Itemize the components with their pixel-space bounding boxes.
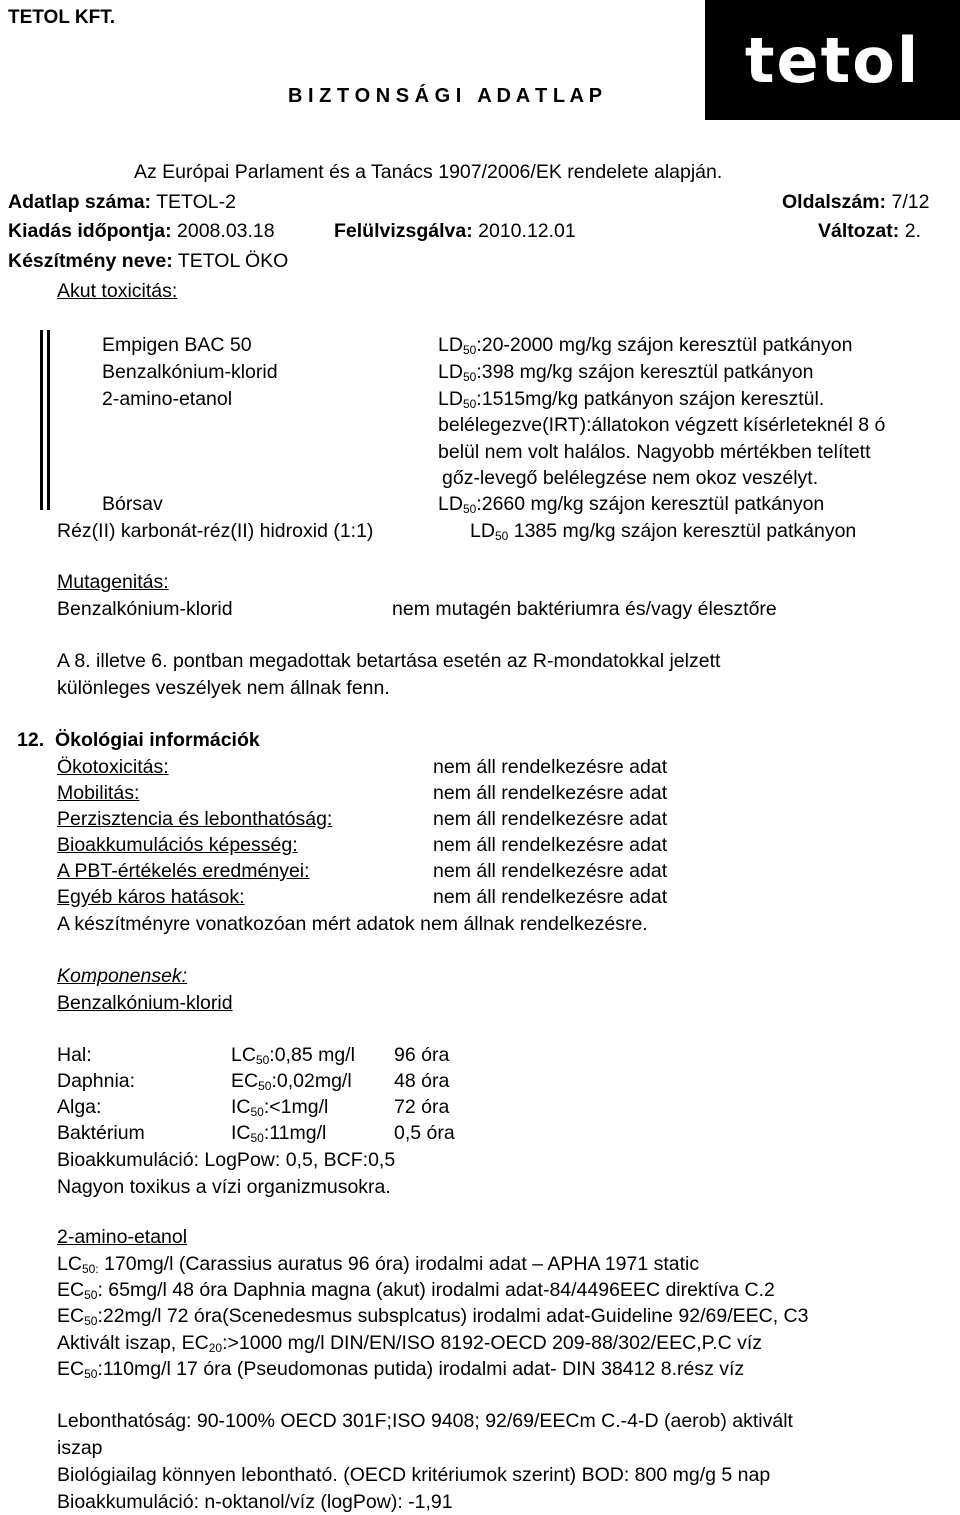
substance-benzalkonium: Benzalkónium-klorid	[102, 361, 278, 383]
substance-borsav: Bórsav	[102, 493, 163, 515]
page-number: Oldalszám: 7/12	[782, 191, 930, 213]
tox-value: $IC_{50}:<1mg/l$	[231, 1096, 329, 1119]
mutagenicity-substance: Benzalkónium-klorid	[57, 598, 233, 620]
document-title: B I Z T O N S Á G I A D A T L A P	[288, 85, 603, 107]
ld50-empigen: $LD_{50}:20-2000$ mg/kg szájon keresztül patkányon	[438, 334, 853, 357]
amino-eco-line: $EC_{50}:110mg/l$ 17 óra (Pseudomonas putida) irodalmi adat- DIN 38412 8.rész víz	[57, 1358, 745, 1381]
amino-ethanol-inhalation: belélegezve(IRT):állatokon végzett kísérleteknél 8 ó	[438, 414, 886, 436]
degradability-line: Lebonthatóság: 90-100% OECD 301F;ISO 9408; 92/69/EECm C.-4-D (aerob) aktivált	[57, 1410, 793, 1432]
tox-duration: 48 óra	[394, 1070, 450, 1092]
note-line-2: különleges veszélyek nem állnak fenn.	[57, 677, 390, 699]
tox-organism: Baktérium	[57, 1122, 145, 1144]
eco-label: Ökotoxicitás:	[57, 756, 169, 778]
eco-value: nem áll rendelkezésre adat	[433, 860, 668, 882]
eco-label: Mobilitás:	[57, 782, 140, 804]
eco-value: nem áll rendelkezésre adat	[433, 782, 668, 804]
amino-ethanol-inhalation-2: belül nem volt halálos. Nagyobb mértékben telített	[438, 441, 871, 463]
tox-duration: 0,5 óra	[394, 1122, 455, 1144]
product-name: Készítmény neve: TETOL ÖKO	[8, 250, 289, 272]
revision-bar	[47, 330, 50, 510]
eco-value: nem áll rendelkezésre adat	[433, 886, 668, 908]
note-line-1: A 8. illetve 6. pontban megadottak betartása esetén az R-mondatokkal jelzett	[57, 650, 721, 672]
amino-eco-line: $EC_{50}:22mg/l$ 72 óra(Scenedesmus subsplcatus) irodalmi adat-Guideline 92/69/EEC, C3	[57, 1305, 809, 1328]
sheet-number: Adatlap száma: TETOL-2	[8, 191, 236, 213]
ld50-benzalkonium: $LD_{50}:398$ mg/kg szájon keresztül patkányon	[438, 361, 814, 384]
mutagenicity-title: Mutagenitás:	[57, 571, 169, 593]
biodegradability-line: Biológiailag könnyen lebontható. (OECD kritériumok szerint) BOD: 800 mg/g 5 nap	[57, 1464, 771, 1486]
tox-organism: Hal:	[57, 1044, 92, 1066]
tox-organism: Alga:	[57, 1096, 102, 1118]
eco-label: Egyéb káros hatások:	[57, 886, 245, 908]
amino-eco-line: $EC_{50}$: 65mg/l 48 óra Daphnia magna (akut) irodalmi adat-84/4496EEC direktíva C.2	[57, 1279, 775, 1302]
degradability-line-2: iszap	[57, 1437, 103, 1459]
eco-summary: A készítményre vonatkozóan mért adatok nem állnak rendelkezésre.	[57, 913, 648, 935]
eco-label: Bioakkumulációs képesség:	[57, 834, 298, 856]
ld50-copper: $LD_{50}$ 1385 mg/kg szájon keresztül patkányon	[470, 520, 857, 543]
eco-label: Perzisztencia és lebonthatóság:	[57, 808, 333, 830]
bioaccumulation-logpow: Bioakkumuláció: n-oktanol/víz (logPow): -1,91	[57, 1491, 453, 1513]
mutagenicity-value: nem mutagén baktériumra és/vagy élesztőre	[392, 598, 777, 620]
bioaccumulation-line: Bioakkumuláció: LogPow: 0,5, BCF:0,5	[57, 1149, 396, 1171]
version: Változat: 2.	[818, 220, 921, 242]
tox-duration: 72 óra	[394, 1096, 450, 1118]
section-12-heading: 12. Ökológiai információk	[17, 729, 260, 751]
regulation-line: Az Európai Parlament és a Tanács 1907/2006/EK rendelete alapján.	[134, 161, 723, 183]
amino-eco-line: $LC_{50:}$ 170mg/l (Carassius auratus 96 óra) irodalmi adat – APHA 1971 static	[57, 1253, 700, 1276]
eco-value: nem áll rendelkezésre adat	[433, 756, 668, 778]
tox-value: $EC_{50}:0,02mg/l$	[231, 1070, 352, 1093]
benzalkonium-title: Benzalkónium-klorid	[57, 992, 233, 1014]
toxicity-statement: Nagyon toxikus a vízi organizmusokra.	[57, 1176, 391, 1198]
amino-ethanol-title: 2-amino-etanol	[57, 1226, 188, 1248]
issue-date: Kiadás időpontja: 2008.03.18	[8, 220, 275, 242]
amino-eco-line: Aktivált iszap, $EC_{20}:>1000$ mg/l DIN/EN/ISO 8192-OECD 209-88/302/EEC,P.C víz	[57, 1332, 763, 1355]
amino-ethanol-inhalation-3: gőz-levegő belélegzése nem okoz veszélyt.	[442, 467, 819, 489]
acute-toxicity-title: Akut toxicitás:	[57, 280, 178, 302]
ld50-borsav: $LD_{50}:2660$ mg/kg szájon keresztül patkányon	[438, 493, 825, 516]
substance-amino-ethanol: 2-amino-etanol	[102, 388, 233, 410]
eco-label: A PBT-értékelés eredményei:	[57, 860, 310, 882]
ld50-amino-ethanol: $LD_{50}:1515mg/kg$ patkányon szájon keresztül.	[438, 388, 825, 411]
revision-bar	[40, 330, 43, 510]
revision-date: Felülvizsgálva: 2010.12.01	[334, 220, 576, 242]
tox-duration: 96 óra	[394, 1044, 450, 1066]
eco-value: nem áll rendelkezésre adat	[433, 808, 668, 830]
company-name: TETOL KFT.	[8, 7, 115, 28]
substance-empigen: Empigen BAC 50	[102, 334, 252, 356]
tox-organism: Daphnia:	[57, 1070, 136, 1092]
substance-copper: Réz(II) karbonát-réz(II) hidroxid (1:1)	[57, 520, 374, 542]
tox-value: $LC_{50}:0,85$ mg/l	[231, 1044, 355, 1067]
components-title: Komponensek:	[57, 965, 188, 987]
eco-value: nem áll rendelkezésre adat	[433, 834, 668, 856]
tetol-logo: tetol	[705, 0, 960, 120]
tox-value: $IC_{50}:11mg/l$	[231, 1122, 327, 1145]
